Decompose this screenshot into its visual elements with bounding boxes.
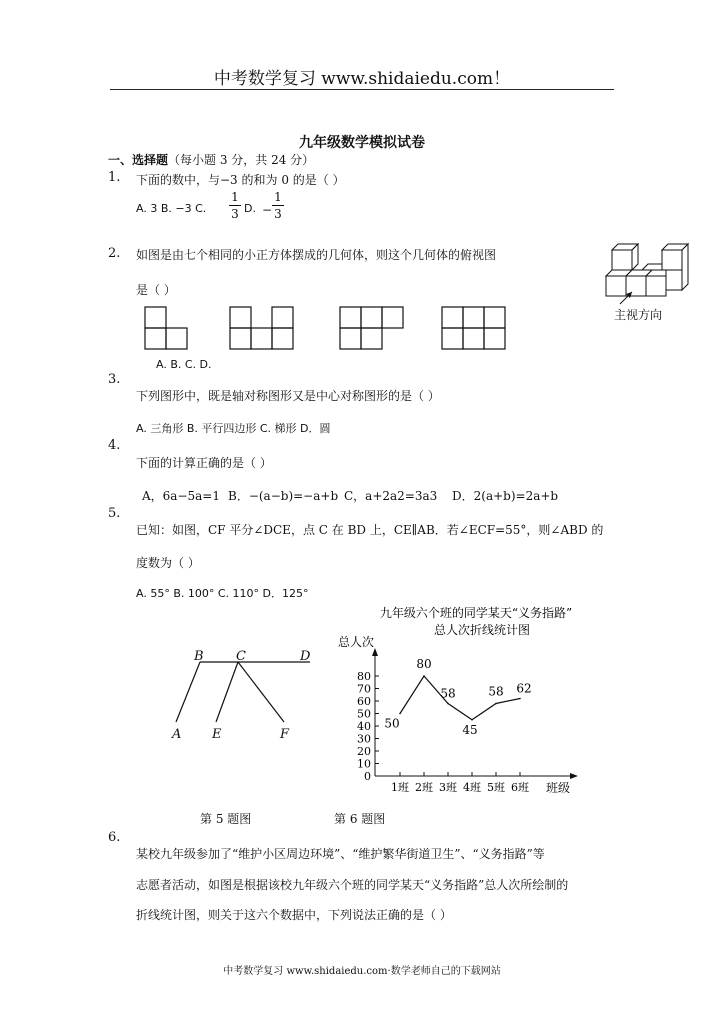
page-header: 中考数学复习 www.shidaiedu.com！ <box>213 69 511 89</box>
q6-text-3: 折线统计图，则关于这六个数据中，下列说法正确的是（ ） <box>136 908 452 922</box>
q5-text: 已知：如图，CF 平分∠DCE，点 C 在 BD 上，CE∥AB．若∠ECF=55°，则∠ABD 的 <box>136 523 604 537</box>
x-tick-label: 4班 <box>463 781 481 794</box>
q1-option-d: D. <box>244 202 256 215</box>
x-tick-label: 1班 <box>391 781 409 794</box>
x-tick-label: 6班 <box>511 781 529 794</box>
q5-figure <box>168 646 318 744</box>
line-ce <box>216 662 238 722</box>
x-tick-label: 5班 <box>487 781 505 794</box>
q2-view-direction-label: 主视方向 <box>614 308 663 322</box>
q5-text-2: 度数为（ ） <box>136 556 200 570</box>
q1-fraction-d <box>272 190 284 221</box>
q2-view-c <box>340 307 403 349</box>
data-point <box>447 703 449 705</box>
q2-option-views <box>140 305 520 357</box>
q1-number: 1. <box>108 170 121 185</box>
data-point <box>399 713 401 715</box>
q4-option-d: D．2(a+b)=2a+b <box>452 489 559 503</box>
label-d: D <box>300 649 311 664</box>
q3-number: 3. <box>108 372 121 387</box>
label-b: B <box>194 649 204 664</box>
page-footer: 中考数学复习 www.shidaiedu.com·数学老师自己的下载网站 <box>223 966 501 977</box>
q2-view-a <box>145 307 187 349</box>
chart-subtitle: 总人次折线统计图 <box>433 623 531 637</box>
data-label: 80 <box>416 657 432 671</box>
section-note: （每小题 3 分，共 24 分） <box>168 153 315 167</box>
x-axis-arrow <box>570 773 578 779</box>
label-e: E <box>212 727 222 742</box>
q6-line-chart <box>330 600 590 800</box>
data-point <box>495 703 497 705</box>
header-rule <box>110 89 614 90</box>
label-a: A <box>172 727 182 742</box>
exam-title: 九年级数学模拟试卷 <box>299 135 425 151</box>
q4-option-b: B．−(a−b)=−a+b <box>228 489 339 503</box>
data-label: 45 <box>462 722 478 737</box>
q2-options: A. B. C. D. <box>156 358 212 371</box>
data-point <box>471 719 473 721</box>
q4-option-a: A，6a−5a=1 <box>142 489 220 503</box>
y-tick-label: 20 <box>357 745 371 758</box>
q3-text: 下列图形中，既是轴对称图形又是中心对称图形的是（ ） <box>136 389 440 403</box>
y-tick-label: 0 <box>364 770 371 783</box>
q5-options: A. 55° B. 100° C. 110° D．125° <box>136 587 309 600</box>
section-heading <box>108 151 314 168</box>
data-label: 58 <box>440 686 456 701</box>
q4-option-c: C，a+2a2=3a3 <box>344 489 438 503</box>
q1-frac-c-den: 3 <box>231 207 239 221</box>
q5-number: 5. <box>108 506 121 521</box>
y-tick-label: 60 <box>357 695 371 708</box>
q5-caption: 第 5 题图 <box>200 812 252 826</box>
chart-xlabel: 班级 <box>546 781 571 795</box>
data-point <box>519 698 521 700</box>
q6-number: 6. <box>108 830 121 845</box>
x-tick-label: 3班 <box>439 781 457 794</box>
data-label: 50 <box>384 716 400 731</box>
q4-number: 4. <box>108 438 121 453</box>
q1-frac-c-num: 1 <box>231 190 239 204</box>
data-point <box>423 675 425 677</box>
q1-frac-d-num: 1 <box>274 190 282 204</box>
q2-number: 2. <box>108 246 121 261</box>
q1-options: A. 3 B. −3 C. <box>136 202 207 215</box>
y-tick-label: 70 <box>357 682 371 696</box>
q6-text-2: 志愿者活动，如图是根据该校九年级六个班的同学某天“义务指路”总人次所绘制的 <box>136 878 569 892</box>
q4-text: 下面的计算正确的是（ ） <box>136 456 272 470</box>
q1-frac-d-sign: − <box>262 203 273 217</box>
label-c: C <box>236 649 246 664</box>
q6-caption: 第 6 题图 <box>334 812 386 826</box>
section-label: 一、选择题 <box>108 153 169 167</box>
q3-options: A. 三角形 B. 平行四边形 C. 梯形 D．圆 <box>136 422 331 435</box>
chart-ylabel: 总人次 <box>338 635 375 649</box>
q1-frac-d-den: 3 <box>274 207 282 221</box>
q2-view-b <box>230 307 293 349</box>
q2-view-d <box>442 307 505 349</box>
q2-text: 如图是由七个相同的小正方体摆成的几何体，则这个几何体的俯视图 <box>136 248 497 262</box>
chart-title: 九年级六个班的同学某天“义务指路” <box>379 606 573 620</box>
data-label: 58 <box>488 684 504 699</box>
q1-text: 下面的数中，与−3 的和为 0 的是（ ） <box>136 173 345 187</box>
q6-text: 某校九年级参加了“维护小区周边环境”、“维护繁华街道卫生”、“义务指路”等 <box>136 847 545 861</box>
y-tick-label: 30 <box>357 732 371 746</box>
y-tick-label: 40 <box>357 720 371 733</box>
label-f: F <box>280 727 290 742</box>
line-cf <box>238 662 284 722</box>
y-tick-label: 80 <box>357 670 371 683</box>
y-tick-label: 10 <box>357 757 371 771</box>
q2-text-2: 是（ ） <box>136 283 176 297</box>
q1-fraction-c <box>229 190 241 221</box>
line-ba <box>176 662 200 722</box>
y-tick-label: 50 <box>357 707 371 721</box>
y-axis-arrow <box>372 648 378 656</box>
x-tick-label: 2班 <box>415 781 433 794</box>
data-label: 62 <box>516 681 532 696</box>
